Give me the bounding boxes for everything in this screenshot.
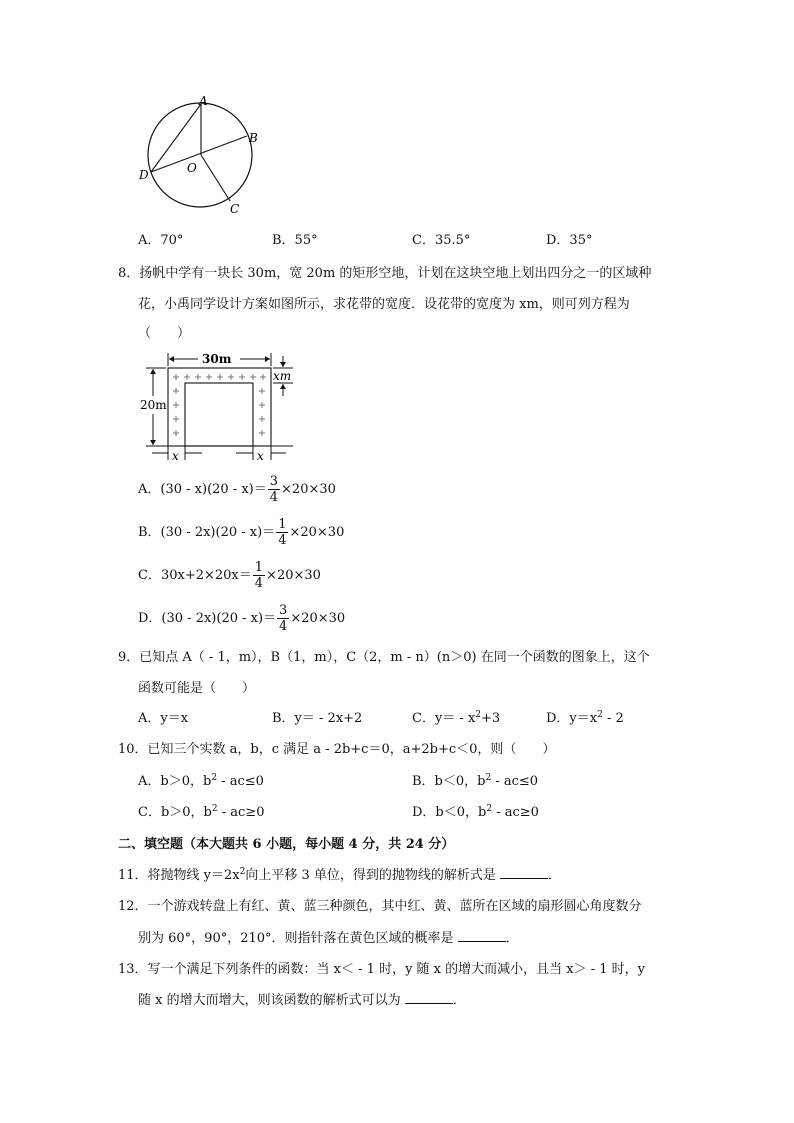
q9-text-line2: 函数可能是（ ） [138,681,256,696]
q10-option-b: B．b＜0，$b^2 - ac\le 0$ [412,773,539,789]
q13-text-line1: 13．写一个满足下列条件的函数：当 x＜ - 1 时，y 随 x 的增大而减小，且当 x＞ - 1 时，y [118,962,646,977]
fraction: $\frac{3}{4}$ [279,603,288,634]
chord-db [151,136,247,172]
q9-option-c: C．$y= - x^2+3$ [412,710,501,726]
x-label-left: x [172,449,179,463]
xm-label: xm [273,369,292,383]
label-d: D [139,168,149,182]
q9-text-line1: 9．已知点 A（ - 1，m），B（1，m），C（2，m - n）(n＞0) 在同一个函数的图象上，这个 [118,650,650,665]
q10-text-line1: 10．已知三个实数 a，b，c 满足 a - 2b+c＝0，a+2b+c＜0，则（ ） [118,742,556,757]
q7-option-b: B．55° [272,233,318,248]
q10-option-a: A．b＞0，$b^2 - ac\le 0$ [138,773,264,789]
q8-option-b-text: B．(30 - 2x)(20 - x)＝ [138,525,276,540]
circle-figure [135,95,275,220]
q9-option-a: A．y＝x [138,711,189,726]
q9-option-b: B．y＝ - 2x+2 [272,711,363,726]
q12-text-line1: 12．一个游戏转盘上有红、黄、蓝三种颜色，其中红、黄、蓝所在区域的扇形圆心角度数分 [118,899,642,914]
section-heading: 二、填空题（本大题共 6 小题，每小题 4 分，共 24 分） [118,837,455,852]
label-b: B [249,131,258,145]
width-label: 20m [140,398,167,412]
fraction: $\frac{1}{4}$ [278,517,287,548]
q8-option-a-text: A．(30 - x)(20 - x)＝ [138,482,267,497]
q8-option-c: C．30x+2×20x＝ $\frac{1}{4}$ ×20×30 [138,560,321,591]
q11-text: 11．将抛物线 $y=2x^2$向上平移 3 单位，得到的抛物线的解析式是 ． [118,867,562,883]
q10-option-c: C．b＞0，$b^2 - ac\ge 0$ [138,804,265,820]
label-o: O [187,161,197,175]
label-a: A [199,95,208,108]
inner-rect [185,383,253,446]
q8-text-line1: 8．扬帆中学有一块长 30m，宽 20m 的矩形空地，计划在这块空地上划出四分之一的区域种 [118,266,652,281]
x-label-right: x [257,449,264,463]
q7-option-d: D．35° [546,233,593,248]
q8-option-b: B．(30 - 2x)(20 - x)＝ $\frac{1}{4}$ ×20×30 [138,517,345,548]
q7-option-a: A．70° [138,233,184,248]
length-label: 30m [202,352,232,366]
q8-text-line3: （ ） [138,326,191,341]
q8-text-line2: 花，小禹同学设计方案如图所示，求花带的宽度．设花带的宽度为 xm，则可列方程为 [138,297,630,312]
q13-text-line2: 随 x 的增大而增大，则该函数的解析式可以为 ． [138,993,466,1008]
answer-blank[interactable] [500,866,548,879]
label-c: C [230,202,240,216]
q8-option-d-text: D．(30 - 2x)(20 - x)＝ [138,611,277,626]
radius-oc [201,155,230,201]
q9-option-d: D．$y=x^2 - 2$ [546,710,624,726]
fraction: $\frac{3}{4}$ [269,474,279,505]
answer-blank[interactable] [405,991,453,1004]
q7-option-c: C．35.5° [412,233,471,248]
fraction: $\frac{1}{4}$ [254,560,264,591]
q8-option-d: D．(30 - 2x)(20 - x)＝ $\frac{3}{4}$ ×20×30 [138,603,346,634]
q8-option-a: A．(30 - x)(20 - x)＝ $\frac{3}{4}$ ×20×30 [138,474,336,505]
q12-text-line2: 别为 60°，90°，210°．则指针落在黄色区域的概率是 ． [138,931,519,946]
q8-option-c-text: C．30x+2×20x＝ [138,568,252,583]
q10-option-d: D．b＜0，$b^2 - ac\ge 0$ [412,804,539,820]
rectangle-figure [136,348,301,466]
answer-blank[interactable] [458,929,506,942]
